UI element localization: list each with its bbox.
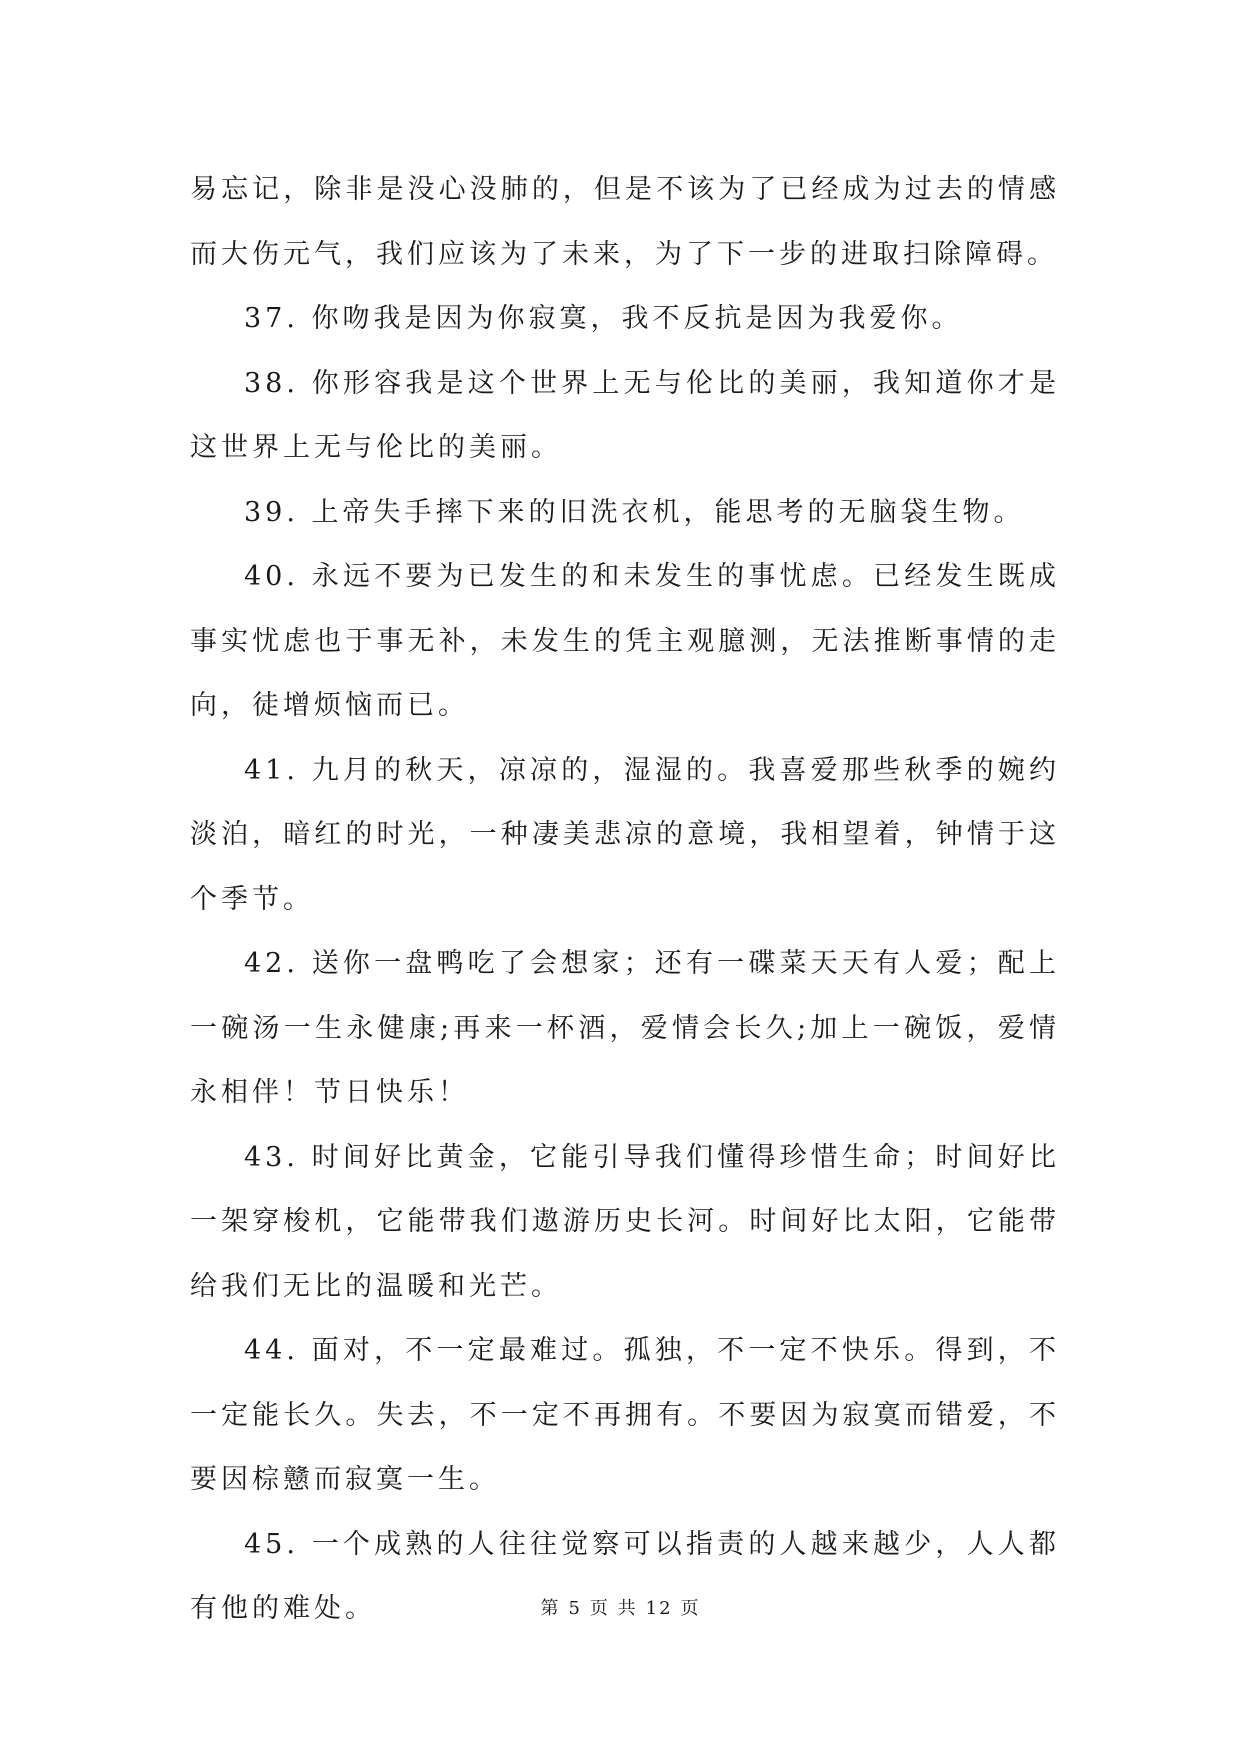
footer-suffix: 页 [680, 1598, 701, 1619]
paragraph-42: 42. 送你一盘鸭吃了会想家；还有一碟菜天天有人爱；配上一碗汤一生永健康;再来一杯酒，爱情会长久;加上一碗饭，爱情永相伴！节日快乐！ [190, 948, 1060, 1108]
paragraph-44: 44. 面对，不一定最难过。孤独，不一定不快乐。得到，不一定能长久。失去，不一定不再拥有。不要因为寂寞而错爱，不要因棕戆而寂寞一生。 [190, 1335, 1060, 1495]
paragraph-43: 43. 时间好比黄金，它能引导我们懂得珍惜生命；时间好比一架穿梭机，它能带我们遨游历史长河。时间好比太阳，它能带给我们无比的温暖和光芒。 [190, 1141, 1060, 1302]
paragraph-41: 41. 九月的秋天，凉凉的，湿湿的。我喜爱那些秋季的婉约淡泊，暗红的时光，一种凄美悲凉的意境，我相望着，钟情于这个季节。 [190, 754, 1060, 915]
paragraph-39: 39. 上帝失手摔下来的旧洗衣机，能思考的无脑袋生物。 [244, 496, 1025, 528]
page-footer [0, 1594, 1241, 1620]
paragraph-37: 37. 你吻我是因为你寂寞，我不反抗是因为我爱你。 [244, 303, 963, 334]
footer-prefix: 第 [540, 1598, 561, 1619]
paragraph-38: 38. 你形容我是这个世界上无与伦比的美丽，我知道你才是这世界上无与伦比的美丽。 [190, 367, 1060, 463]
paragraph-40: 40. 永远不要为已发生的和未发生的事忧虑。已经发生既成事实忧虑也于事无补，未发生的凭主观臆测，无法推断事情的走向，徒增烦恼而已。 [190, 561, 1060, 721]
page-body [190, 158, 1060, 1642]
footer-total-pages: 12 [645, 1598, 673, 1619]
footer-current-page: 5 [568, 1598, 582, 1619]
paragraph-continued: 易忘记，除非是没心没肺的，但是不该为了已经成为过去的情感而大伤元气，我们应该为了未来，为了下一步的进取扫除障碍。 [190, 174, 1060, 270]
paragraph-45: 45. 一个成熟的人往往觉察可以指责的人越来越少，人人都有他的难处。 [190, 1528, 1060, 1624]
footer-middle: 页 共 [589, 1598, 638, 1619]
